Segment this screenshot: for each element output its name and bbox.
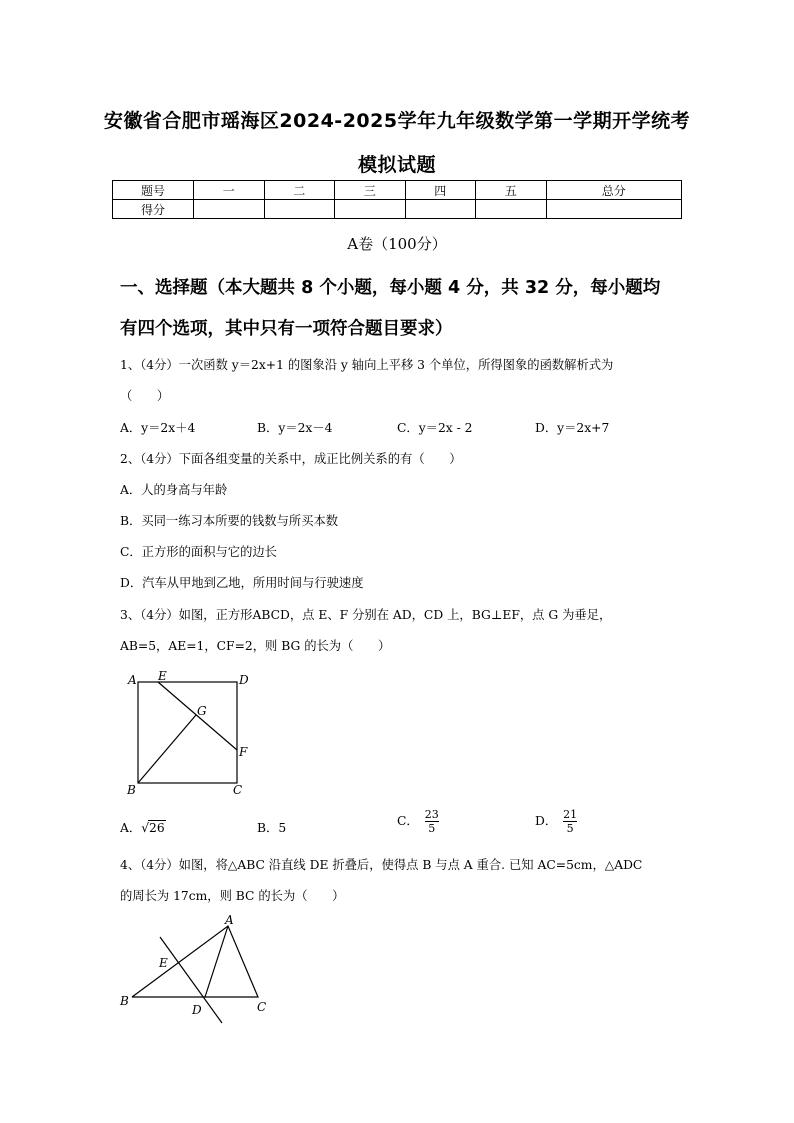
label-d: D [239, 673, 249, 687]
question-1-stem: 1、（4分）一次函数 y＝2x+1 的图象沿 y 轴向上平移 3 个单位，所得图象的函数解析式为 [120, 358, 614, 372]
option-prefix: A． [120, 821, 142, 835]
label-c: C [257, 1000, 267, 1014]
label-a: A [225, 913, 234, 927]
score-table [112, 180, 682, 219]
question-2-stem: 2、（4分）下面各组变量的关系中，成正比例关系的有（ ） [120, 452, 462, 466]
question-1-stem-line2: （ ） [120, 389, 170, 403]
question-1-option-d[interactable]: D．y＝2x+7 [535, 421, 610, 435]
question-3-option-d[interactable] [535, 808, 577, 835]
label-a: A [128, 673, 137, 687]
score-table-cell: 二 [264, 181, 335, 200]
numerator: 21 [563, 808, 578, 821]
denominator: 5 [428, 822, 436, 835]
square-figure [120, 668, 260, 800]
section-heading-line2: 有四个选项，其中只有一项符合题目要求） [120, 319, 453, 339]
option-prefix: D． [535, 814, 558, 828]
label-c: C [233, 783, 243, 797]
question-3-option-a[interactable] [120, 818, 166, 836]
score-table-header-row [113, 181, 682, 200]
score-table-cell: 题号 [113, 181, 194, 200]
page-title: 安徽省合肥市瑶海区2024-2025学年九年级数学第一学期开学统考 [103, 110, 691, 132]
fraction [563, 808, 577, 835]
label-f: F [239, 745, 248, 759]
score-table-cell: 三 [335, 181, 406, 200]
score-table-cell: 得分 [113, 200, 194, 219]
question-2-option-c[interactable]: C．正方形的面积与它的边长 [120, 545, 277, 559]
score-input-cell[interactable] [335, 200, 406, 219]
question-1-option-b[interactable]: B．y＝2x－4 [257, 421, 333, 435]
score-input-cell[interactable] [264, 200, 335, 219]
fold-line-de [160, 937, 222, 1023]
question-3-option-b[interactable]: B．5 [257, 821, 287, 835]
page-title-line2: 模拟试题 [357, 154, 436, 176]
score-input-cell[interactable] [405, 200, 476, 219]
denominator: 5 [566, 822, 574, 835]
question-3-stem: 3、（4分）如图，正方形ABCD，点 E、F 分别在 AD，CD 上，BG⊥EF，点 G 为垂足， [120, 608, 612, 622]
square-abcd [138, 682, 237, 783]
score-input-cell[interactable] [546, 200, 682, 219]
question-1-option-c[interactable]: C．y＝2x - 2 [397, 421, 473, 435]
score-table-score-row [113, 200, 682, 219]
triangle-figure [112, 910, 282, 1025]
label-g: G [197, 704, 207, 718]
segment-ad [205, 926, 228, 997]
label-e: E [158, 669, 167, 683]
question-1-option-a[interactable]: A．y＝2x＋4 [120, 421, 196, 435]
segment-bg [138, 715, 196, 783]
label-d: D [192, 1003, 202, 1017]
question-3-stem-line2: AB=5，AE=1，CF=2，则 BG 的长为（ ） [120, 639, 391, 653]
question-4-stem-line2: 的周长为 17cm，则 BC 的长为（ ） [120, 889, 345, 903]
sqrt-sign: √ [141, 821, 150, 835]
sqrt-radicand: 26 [149, 821, 165, 835]
score-input-cell[interactable] [476, 200, 547, 219]
numerator: 23 [424, 808, 439, 821]
question-2-option-a[interactable]: A．人的身高与年龄 [120, 483, 228, 497]
score-input-cell[interactable] [194, 200, 265, 219]
fraction [425, 808, 439, 835]
option-prefix: C． [397, 814, 419, 828]
score-table-cell: 四 [405, 181, 476, 200]
label-b: B [120, 994, 129, 1008]
label-e: E [159, 956, 168, 970]
question-2-option-d[interactable]: D．汽车从甲地到乙地，所用时间与行驶速度 [120, 576, 364, 590]
label-b: B [127, 783, 136, 797]
score-table-cell: 总分 [546, 181, 682, 200]
question-4-stem: 4、（4分）如图，将△ABC 沿直线 DE 折叠后，使得点 B 与点 A 重合. 已知 AC=5cm，△ADC [120, 858, 643, 872]
question-2-option-b[interactable]: B．买同一练习本所要的钱数与所买本数 [120, 514, 339, 528]
volume-heading: A卷（100分） [347, 235, 447, 253]
section-heading: 一、选择题（本大题共 8 个小题，每小题 4 分，共 32 分，每小题均 [120, 278, 661, 298]
score-table-cell: 五 [476, 181, 547, 200]
question-3-option-c[interactable] [397, 808, 439, 835]
score-table-cell: 一 [194, 181, 265, 200]
